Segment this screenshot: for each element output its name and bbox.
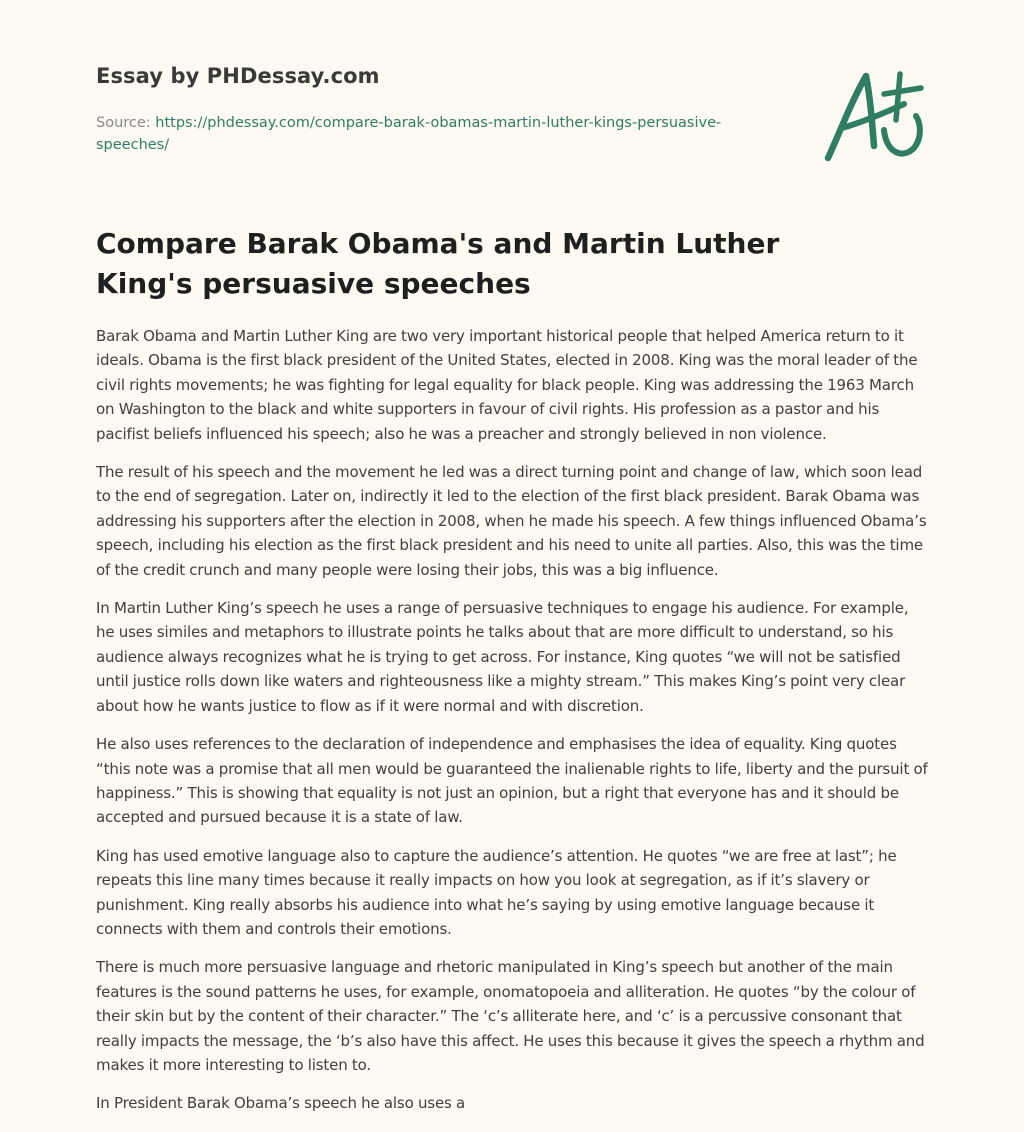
essay-paragraph: King has used emotive language also to capture the audience’s attention. He quotes “we are free at last”; he repeats this line many times because it really impacts on how you look at segregation, as if it’s slavery or punishment. King really absorbs his audience into what he’s saying by using emotive language because it connects with them and controls their emotions. <box>96 846 897 938</box>
a-plus-grade-icon <box>822 66 932 166</box>
essay-title: Compare Barak Obama's and Martin Luther King's persuasive speeches <box>96 227 780 300</box>
essay-paragraph: In Martin Luther King’s speech he uses a range of persuasive techniques to engage his audience. For example, he uses similes and metaphors to illustrate points he talks about that are more difficult to understand, so his audience always recognizes what he is trying to get across. For instance, King quotes “we will not be satisfied until justice rolls down like waters and righteousness like a mighty stream.” This makes King’s point very clear about how he wants justice to flow as if it were normal and with discretion. <box>96 599 909 715</box>
essay-paragraph: He also uses references to the declaration of independence and emphasises the idea of equality. King quotes “this note was a promise that all men would be guaranteed the inalienable rights to life, liberty and the pursuit of happiness.” This is showing that equality is not just an opinion, but a right that everyone has and it should be accepted and pursued because it is a state of law. <box>96 735 928 827</box>
essay-paragraph: In President Barak Obama’s speech he also uses a <box>96 1094 466 1113</box>
essay-paragraph: The result of his speech and the movement he led was a direct turning point and change of law, which soon lead to the end of segregation. Later on, indirectly it led to the election of the first black president. Barak Obama was addressing his supporters after the election in 2008, when he made his speech. A few things influenced Obama’s speech, including his election as the first black president and his need to unite all parties. Also, this was the time of the credit crunch and many people were losing their jobs, this was a big influence. <box>96 463 927 579</box>
essay-body <box>96 324 930 1130</box>
essay-paragraph: There is much more persuasive language and rhetoric manipulated in King’s speech but another of the main features is the sound patterns he uses, for example, onomatopoeia and alliteration. He quotes “by the colour of their skin but by the content of their character.” The ‘c’s alliterate here, and ‘c’ is a percussive consonant that really impacts the message, the ‘b’s also have this affect. He uses this because it gives the speech a rhythm and makes it more interesting to listen to. <box>96 958 925 1074</box>
source-link[interactable]: https://phdessay.com/compare-barak-obamas-martin-luther-kings-persuasive-speeches/ <box>96 115 722 153</box>
source-label: Source: <box>96 115 156 131</box>
source-line <box>96 112 776 156</box>
site-brand: Essay by PHDessay.com <box>96 64 380 88</box>
essay-paragraph: Barak Obama and Martin Luther King are two very important historical people that helped America return to it ideals. Obama is the first black president of the United States, elected in 2008. King was the moral leader of the civil rights movements; he was fighting for legal equality for black people. King was addressing the 1963 March on Washington to the black and white supporters in favour of civil rights. His profession as a pastor and his pacifist beliefs influenced his speech; also he was a preacher and strongly believed in non violence. <box>96 327 918 443</box>
